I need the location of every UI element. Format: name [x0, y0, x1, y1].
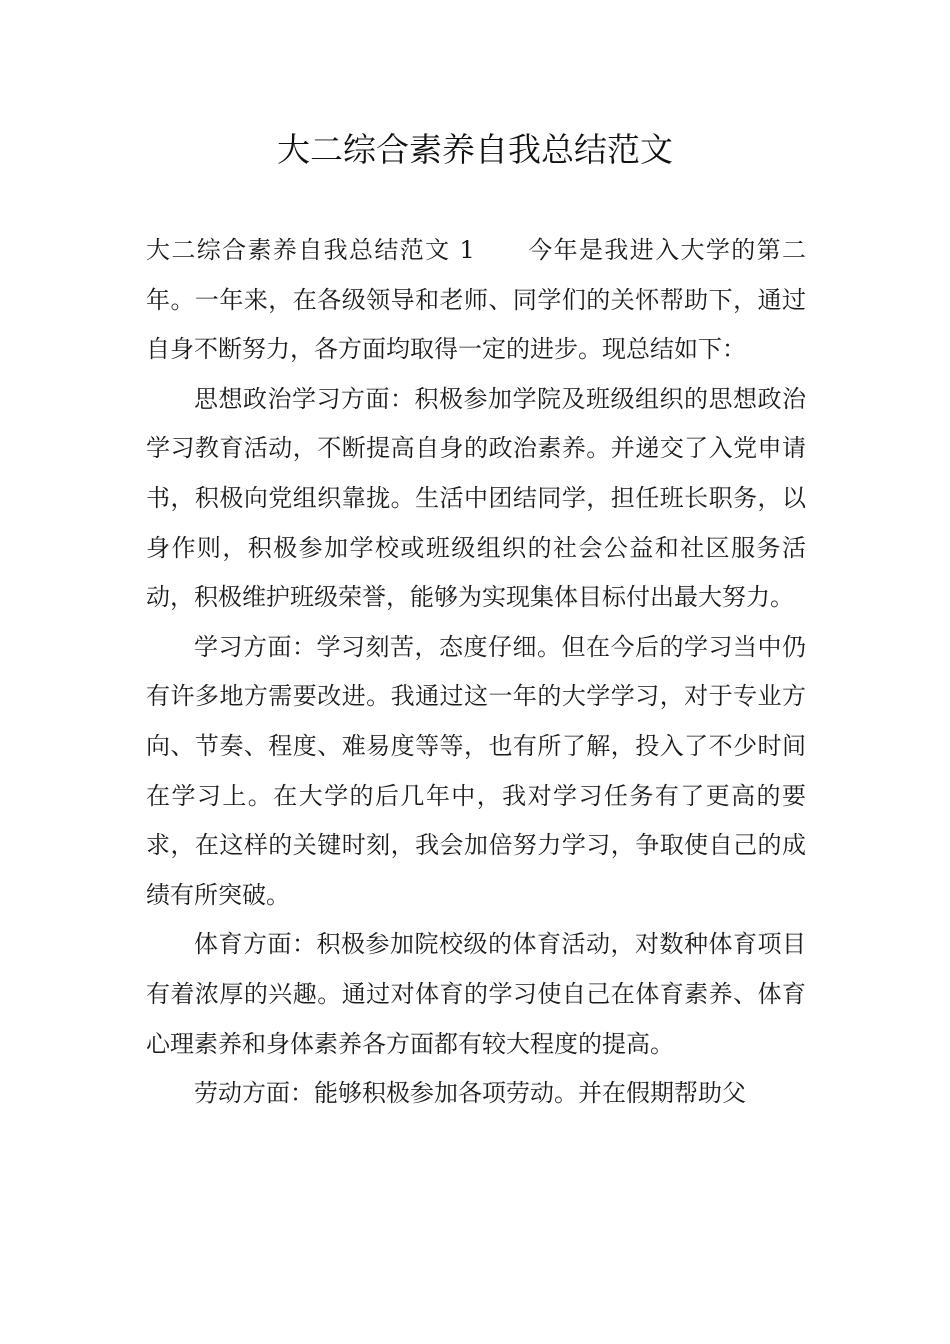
paragraph-labor: 劳动方面：能够积极参加各项劳动。并在假期帮助父	[194, 1079, 746, 1108]
document-title: 大二综合素养自我总结范文	[277, 130, 673, 169]
paragraph-sports: 体育方面：积极参加院校级的体育活动，对数种体育项目有着浓厚的兴趣。通过对体育的学习使自己在体育素养、体育心理素养和身体素养各方面都有较大程度的提高。	[146, 930, 806, 1058]
document-body	[146, 226, 806, 1119]
intro-heading: 大二综合素养自我总结范文 1	[146, 236, 475, 264]
intro-paragraph	[146, 226, 806, 375]
paragraph-study: 学习方面：学习刻苦，态度仔细。但在今后的学习当中仍有许多地方需要改进。我通过这一年的大学学习，对于专业方向、节奏、程度、难易度等等，也有所了解，投入了不少时间在学习上。在大学的后几年中，我对学习任务有了更高的要求，在这样的关键时刻，我会加倍努力学习，争取使自己的成绩有所突破。	[146, 632, 806, 909]
intro-text: 今年是我进入大学的第二年。一年来，在各级领导和老师、同学们的关怀帮助下，通过自身不断努力，各方面均取得一定的进步。现总结如下：	[146, 236, 806, 364]
paragraph-political-study: 思想政治学习方面：积极参加学院及班级组织的思想政治学习教育活动，不断提高自身的政治素养。并递交了入党申请书，积极向党组织靠拢。生活中团结同学，担任班长职务，以身作则，积极参加学校或班级组织的社会公益和社区服务活动，积极维护班级荣誉，能够为实现集体目标付出最大努力。	[146, 384, 806, 612]
